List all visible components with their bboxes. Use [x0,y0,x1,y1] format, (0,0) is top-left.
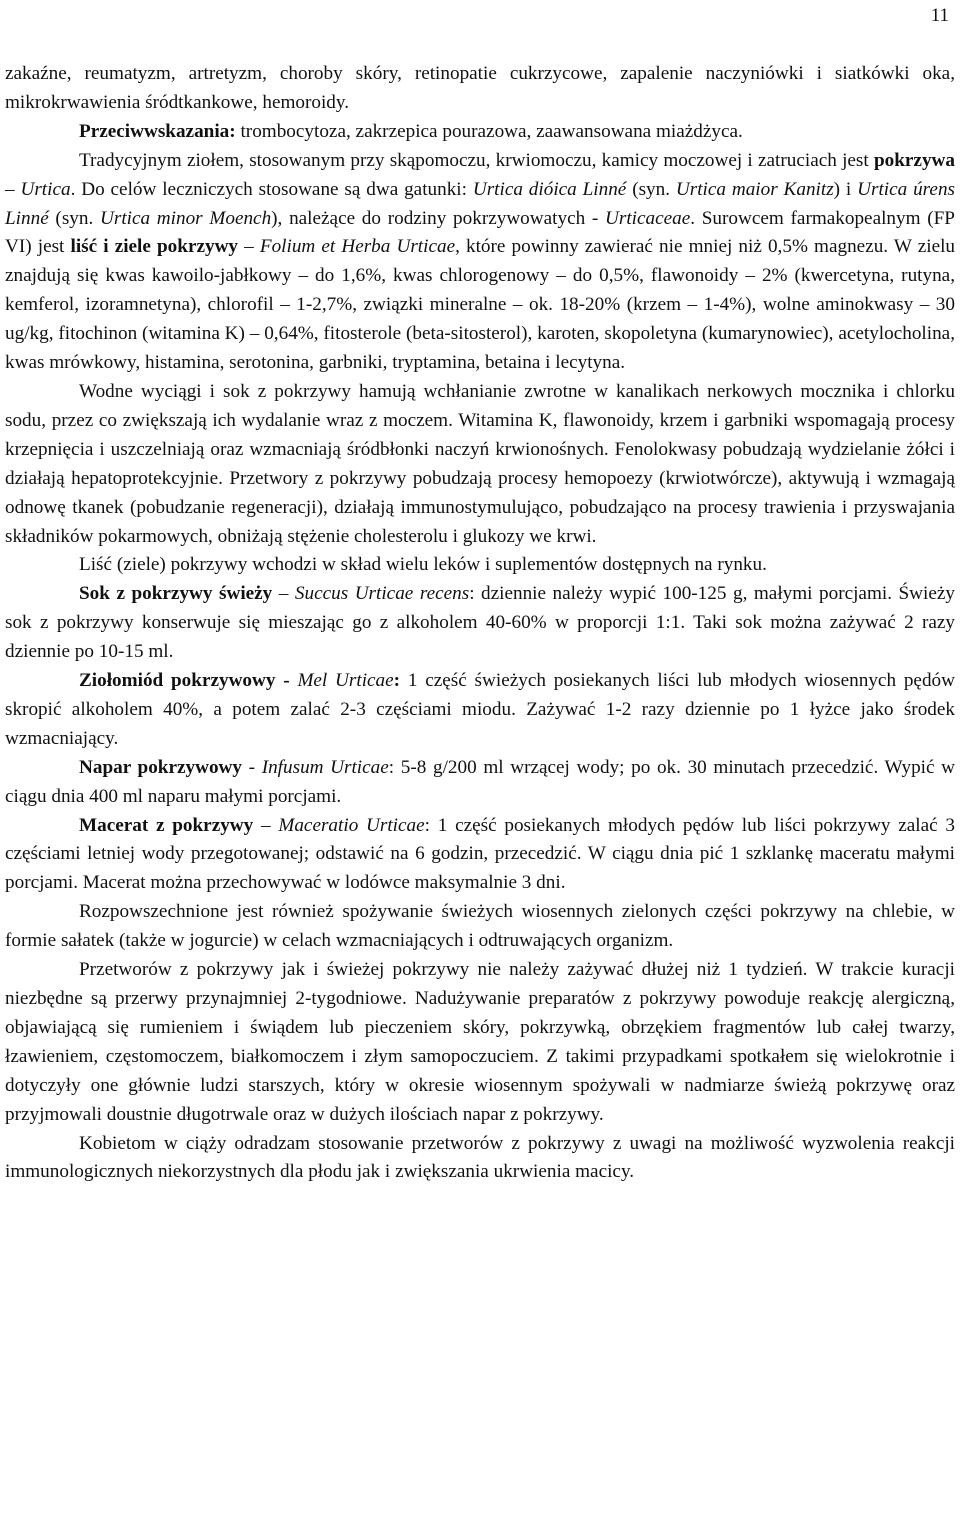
paragraph [5,956,955,1129]
text-run: (syn. [626,178,676,200]
paragraph [5,551,955,580]
bold-term: Przeciwwskazania: [79,120,236,142]
text-run: – [253,814,279,836]
paragraph [5,147,955,378]
paragraph [5,118,955,147]
paragraph [5,667,955,754]
text-run: - [242,756,262,778]
text-run: – [5,178,21,200]
latin-name: Urtica minor Moench [100,207,272,229]
text-run: : 5-8 g/200 ml wrzącej wody; po ok. 30 minutach przecedzić. Wypić w ciągu dnia 400 ml naparu małymi porcjami. [5,756,956,807]
text-run: 1 część świeżych posiekanych liści lub młodych wiosennych pędów skropić alkoholem 40%, a potem zalać 2-3 częściami miodu. Zażywać 1-2 razy dziennie po 1 łyżce jako środek wzmacniający. [5,670,955,749]
latin-name: Urtica maior Kanitz [675,178,834,200]
text-run: – [272,583,295,605]
paragraph [5,898,955,956]
latin-name: Urtica úrens Linné [5,178,956,229]
text-run: Przetworów z pokrzywy jak i świeżej pokrzywy nie należy zażywać dłużej niż 1 tydzień. W trakcie kuracji niezbędne są przerwy przynajmniej 2-tygodniowe. Nadużywanie preparatów z pokrzywy powoduje reakcję alergiczną, objawiającą się rumieniem i świądem lub pieczeniem skóry, pokrzywką, obrzękiem fragmentów lub całej twarzy, łzawieniem, częstomoczem, białkomoczem i złym samopoczuciem. Z takimi przypadkami spotkałem się wielokrotnie i dotyczyły one głównie ludzi starszych, który w okresie wiosennym spożywali w nadmiarze świeżą pokrzywę oraz przyjmowali doustnie długotrwale oraz w dużych ilościach napar z pokrzywy. [5,959,955,1125]
paragraph [5,60,955,118]
paragraph [5,378,955,551]
latin-name: Folium et Herba Urticae [259,236,456,258]
page-number: 11 [930,5,949,26]
text-run: ) i [833,178,858,200]
latin-name: Mel Urticae [297,670,394,692]
bold-term: Macerat z pokrzywy [79,814,254,836]
text-run: : 1 część posiekanych młodych pędów lub liści pokrzywy zalać 3 częściami letniej wody przegotowanej; odstawić na 6 godzin, przecedzić. W ciągu dnia pić 1 szklankę maceratu małymi porcjami. Macerat można przechowywać w lodówce maksymalnie 3 dni. [5,814,956,894]
latin-name: Urticaceae [605,207,691,229]
bold-term: Ziołomiód pokrzywowy - [79,670,298,692]
text-run: Tradycyjnym ziołem, stosowanym przy skąpomoczu, krwiomoczu, kamicy moczowej i zatruciach jest [79,149,874,171]
latin-name: Maceratio Urticae [278,814,425,836]
text-run: Kobietom w ciąży odradzam stosowanie przetworów z pokrzywy z uwagi na możliwość wyzwolenia reakcji immunologicznych niekorzystnych dla płodu jak i zwiększania ukrwienia macicy. [5,1132,955,1183]
latin-name: Urtica [20,178,71,200]
latin-name: Urtica dióica Linné [472,178,627,200]
bold-term: : [393,670,401,692]
text-run: . Surowcem farmakopealnym (FP VI) jest [5,207,955,258]
text-run: : dziennie należy wypić 100-125 g, małymi porcjami. Świeży sok z pokrzywy konserwuje się mieszając go z alkoholem 40-60% w proporcji 1:1. Taki sok można zażywać 2 razy dziennie po 10-15 ml. [5,583,955,663]
paragraph [5,1130,955,1188]
paragraph [5,580,955,667]
bold-term: Sok z pokrzywy świeży [79,583,273,605]
text-run: . Do celów leczniczych stosowane są dwa gatunki: [70,178,473,200]
text-run: – [238,236,260,258]
bold-term: pokrzywa [873,149,955,171]
latin-name: Infusum Urticae [261,756,389,778]
paragraph [5,812,955,899]
text-run: zakaźne, reumatyzm, artretyzm, choroby skóry, retinopatie cukrzycowe, zapalenie naczyniówki i siatkówki oka, mikrokrwawienia śródtkankowe, hemoroidy. [5,63,955,113]
bold-term: liść i ziele pokrzywy [70,236,239,258]
text-run: Wodne wyciągi i sok z pokrzywy hamują wchłanianie zwrotne w kanalikach nerkowych mocznika i chlorku sodu, przez co zwiększają ich wydalanie wraz z moczem. Witamina K, flawonoidy, krzem i garbniki wspomagają procesy krzepnięcia i uszczelniają oraz wzmacniają śródbłonki naczyń krwionośnych. Fenolokwasy pobudzają wydzielanie żółci i działają hepatoprotekcyjnie. Przetwory z pokrzywy pobudzają procesy hemopoezy (krwiotwórcze), aktywują i wzmagają odnowę tkanek (pobudzanie regeneracji), działają immunostymulująco, pobudzająco na procesy trawienia i przyswajania składników pokarmowych, obniżają stężenie cholesterolu i glukozy we krwi. [5,380,955,547]
document-body [5,60,955,1187]
paragraph [5,754,955,812]
text-run: , które powinny zawierać nie mniej niż 0,5% magnezu. W zielu znajdują się kwas kawoilo-jabłkowy – do 1,6%, kwas chlorogenowy – do 0,5%, flawonoidy – 2% (kwercetyna, rutyna, kemferol, izoramnetyna), chlorofil – 1-2,7%, związki mineralne – ok. 18-20% (krzem – 1-4%), wolne aminokwasy – 30 ug/kg, fitochinon (witamina K) – 0,64%, fitosterole (beta-sitosterol), karoten, skopoletyna (kumarynowiec), acetylocholina, kwas mrówkowy, histamina, serotonina, garbniki, tryptamina, betaina i lecytyna. [5,236,956,374]
latin-name: Succus Urticae recens [294,583,470,605]
bold-term: Napar pokrzywowy [79,756,242,778]
text-run: Liść (ziele) pokrzywy wchodzi w skład wielu leków i suplementów dostępnych na rynku. [79,554,767,576]
text-run: trombocytoza, zakrzepica pourazowa, zaawansowana miażdżyca. [235,120,743,142]
text-run: (syn. [48,207,100,229]
text-run: Rozpowszechnione jest również spożywanie świeżych wiosennych zielonych części pokrzywy na chlebie, w formie sałatek (także w jogurcie) w celach wzmacniających i odtruwających organizm. [5,901,955,952]
text-run: ), należące do rodziny pokrzywowatych - [271,207,605,229]
